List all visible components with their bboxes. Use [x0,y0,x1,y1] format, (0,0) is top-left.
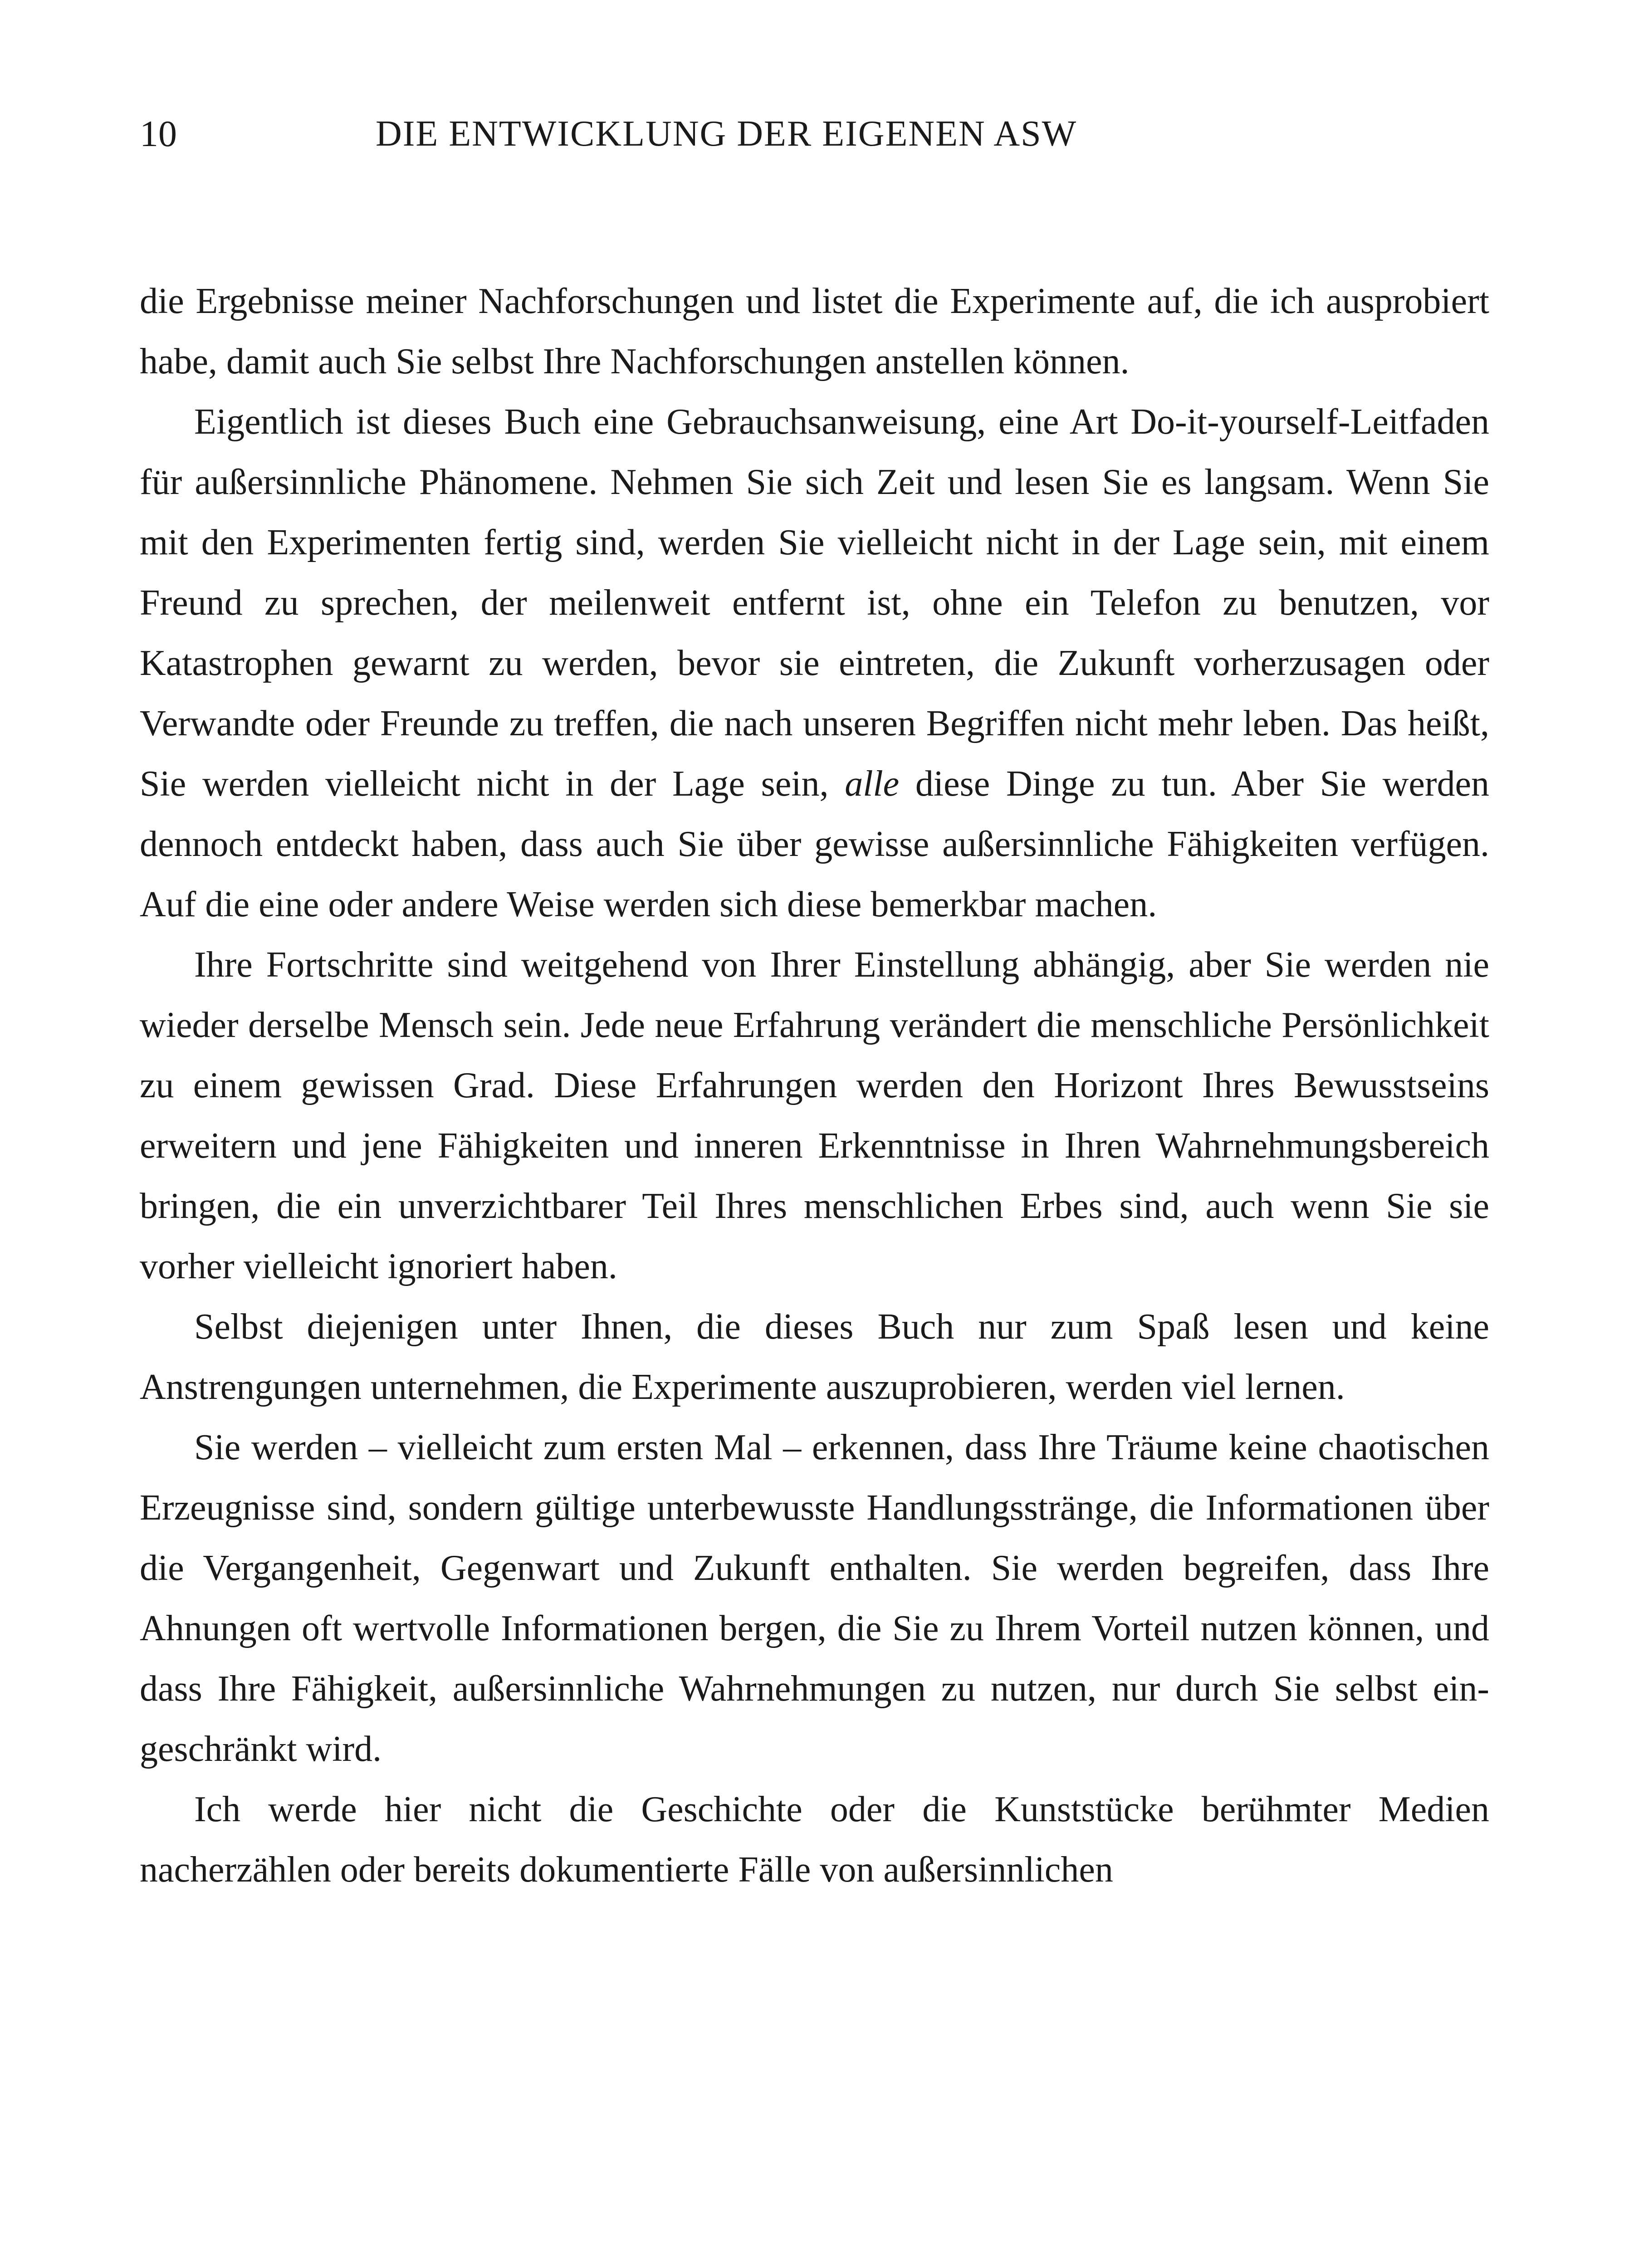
paragraph-text-continued: diese Dinge zu tun. Aber Sie werden dennoch entdeckt haben, dass auch Sie über gewisse außersinnliche Fähigkeiten verfügen. Auf die eine oder andere Weise werden sich diese bemerkbar machen. [140,764,1490,924]
paragraph-text: Ich werde hier nicht die Geschichte oder die Kunststücke berühmter Medien nacherzählen oder bereits dokumentierte Fälle von außersinnlichen [140,1789,1489,1890]
paragraph-text: Sie werden – vielleicht zum ersten Mal – erkennen, dass Ihre Träume keine chaotischen Erzeugnisse sind, sondern gültige unterbewusste Handlungsstränge, die Informationen über die Vergangenheit, Gegenwart und Zukunft enthalten. Sie werden begreifen, dass Ihre Ahnungen oft wertvolle Informationen bergen, die Sie zu Ihrem Vorteil nutzen können, und dass Ihre Fähigkeit, außersinnliche Wahrnehmungen zu nutzen, nur durch Sie selbst eingeschränkt wird. [140,1427,1489,1769]
paragraph-1 [140,271,1489,392]
running-head: DIE ENTWICKLUNG DER EIGENEN ASW [376,114,1077,154]
page-number: 10 [140,113,177,154]
paragraph-text: Selbst diejenigen unter Ihnen, die dieses Buch nur zum Spaß lesen und keine Anstrengungen unternehmen, die Experimente auszuprobieren, werden viel lernen. [140,1307,1489,1407]
paragraph-text: Ihre Fortschritte sind weitgehend von Ihrer Einstellung abhängig, aber Sie werden nie wieder derselbe Mensch sein. Jede neue Erfahrung verändert die menschliche Persönlichkeit zu einem gewissen Grad. Diese Erfahrungen werden den Horizont Ihres Bewusstseins erweitern und jene Fähigkeiten und inneren Erkenntnisse in Ihren Wahrnehmungsbereich bringen, die ein unverzichtbarer Teil Ihres menschlichen Erbes sind, auch wenn Sie sie vorher vielleicht ignoriert haben. [140,945,1489,1286]
paragraph-text: die Ergebnisse meiner Nachforschungen und listet die Experimente auf, die ich ausprobiert habe, damit auch Sie selbst Ihre Nachforschungen anstellen können. [140,281,1489,381]
paragraph-4 [140,1297,1489,1418]
page-header [140,111,1489,170]
emphasis-text: alle [845,764,900,804]
paragraph-3 [140,935,1489,1297]
paragraph-5 [140,1418,1489,1779]
body-text [140,271,1489,1900]
paragraph-2 [140,392,1489,935]
paragraph-6 [140,1779,1489,1900]
paragraph-text: Eigentlich ist dieses Buch eine Gebrauchsanweisung, eine Art Do-it-yourself-Leitfaden für außersinnliche Phänomene. Nehmen Sie sich Zeit und lesen Sie es langsam. Wenn Sie mit den Experimenten fertig sind, werden Sie vielleicht nicht in der Lage sein, mit einem Freund zu sprechen, der meilenweit entfernt ist, ohne ein Telefon zu benutzen, vor Katastrophen gewarnt zu werden, bevor sie eintreten, die Zukunft vorherzusagen oder Verwandte oder Freunde zu treffen, die nach unseren Begriffen nicht mehr leben. Das heißt, Sie werden vielleicht nicht in der Lage sein, [140,402,1489,804]
